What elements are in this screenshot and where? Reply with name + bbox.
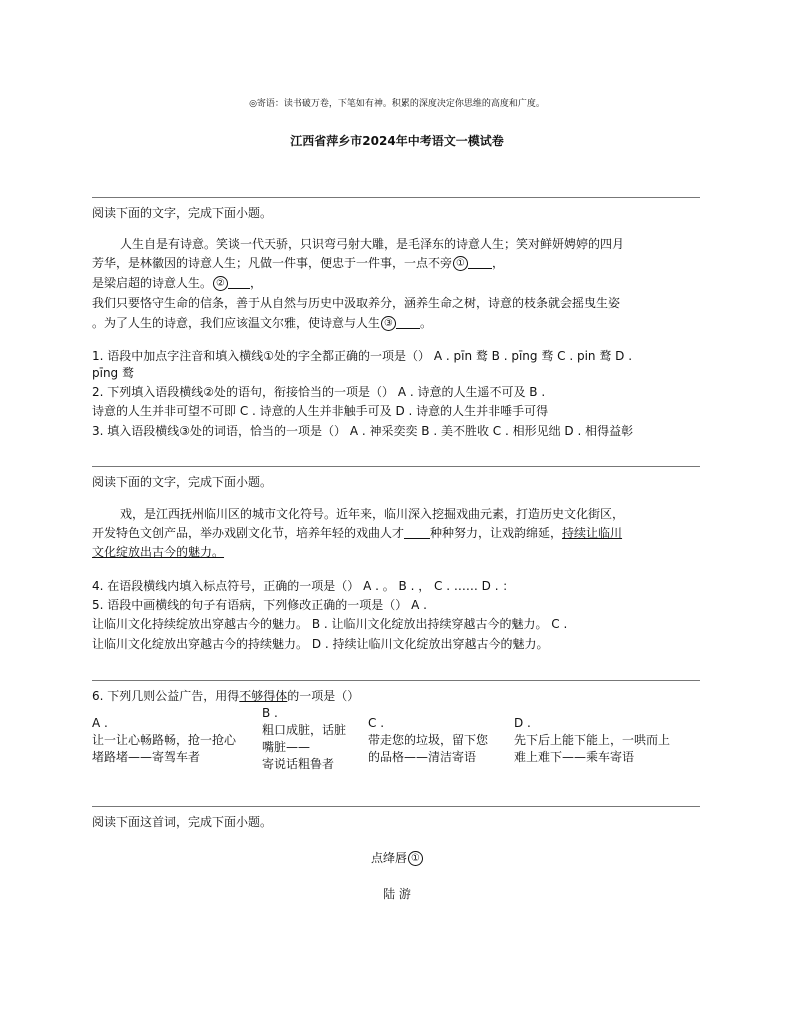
paragraph-line <box>92 523 622 543</box>
text: ， <box>250 276 263 290</box>
question-4: 4. 在语段横线内填入标点符号，正确的一项是（） A . 。 B . ， C . …… D . ： <box>92 579 515 593</box>
page-title: 江西省萍乡市2024年中考语文一模试卷 <box>290 134 504 148</box>
poem-title <box>0 848 794 868</box>
poem-title-text: 点绛唇 <box>370 851 407 865</box>
text: 种种努力，让戏韵绵延， <box>430 526 563 540</box>
blank-marker: ① <box>453 256 468 271</box>
text: 的一项是（） <box>287 689 360 703</box>
poem-author: 陆 游 <box>383 887 411 901</box>
question-3: 3. 填入语段横线③处的词语，恰当的一项是（） A . 神采奕奕 B . 美不胜收 C . 相形见绌 D . 相得益彰 <box>92 424 634 438</box>
footnote-marker: ① <box>408 851 423 866</box>
section-intro: 阅读下面的文字，完成下面小题。 <box>92 206 273 220</box>
option-b <box>262 705 346 773</box>
text: 芳华，是林徽因的诗意人生；凡做一件事，便忠于一件事，一点不旁 <box>92 256 453 270</box>
text: 是梁启超的诗意人生。 <box>92 276 213 290</box>
option-label: A . <box>92 716 108 730</box>
paragraph-line <box>92 273 262 293</box>
divider <box>92 806 700 807</box>
option-text: 让一让心畅路畅，抢一抢心 <box>92 733 237 747</box>
question-2: 2. 下列填入语段横线②处的语句，衔接恰当的一项是（） A . 诗意的人生遥不可及 B . <box>92 385 546 399</box>
fill-blank <box>396 316 420 329</box>
paragraph-line <box>92 313 432 333</box>
option-text: 难上难下——乘车寄语 <box>514 750 635 764</box>
fill-blank <box>468 256 492 269</box>
question-6 <box>92 686 359 706</box>
option-label: B . <box>262 706 278 720</box>
blank-marker: ③ <box>381 316 396 331</box>
fill-blank <box>404 526 430 539</box>
divider <box>92 466 700 467</box>
paragraph-line: 人生自是有诗意。笑谈一代天骄，只识弯弓射大雕，是毛泽东的诗意人生；笑对鲜妍娉婷的四月 <box>120 237 625 251</box>
paragraph-line: 我们只要恪守生命的信条，善于从自然与历史中汲取养分，涵养生命之树，诗意的枝条就会摇曳生姿 <box>92 296 621 310</box>
text: 开发特色文创产品，举办戏剧文化节，培养年轻的戏曲人才 <box>92 526 405 540</box>
underlined-sentence: 文化绽放出古今的魅力。 <box>92 545 225 559</box>
underlined-phrase: 不够得体 <box>239 689 288 703</box>
question-2-cont: 诗意的人生并非可望不可即 C . 诗意的人生并非触手可及 D . 诗意的人生并非唾手可得 <box>92 404 549 418</box>
blank-marker: ② <box>213 276 228 291</box>
text: ， <box>492 256 505 270</box>
section-intro: 阅读下面的文字，完成下面小题。 <box>92 475 273 489</box>
divider <box>92 680 700 681</box>
option-label: D . <box>514 716 531 730</box>
divider <box>92 197 700 198</box>
paragraph-line: 戏，是江西抚州临川区的城市文化符号。近年来，临川深入挖掘戏曲元素，打造历史文化街区， <box>120 507 625 521</box>
question-1: 1. 语段中加点字注音和填入横线①处的字全都正确的一项是（） A . pīn 鹜 B . pīng 骛 C . pin 鹜 D . <box>92 349 633 363</box>
option-text: 的品格——清洁寄语 <box>368 750 477 764</box>
option-d <box>514 715 670 766</box>
text: 。 <box>420 316 433 330</box>
text: 6. 下列几则公益广告，用得 <box>92 689 240 703</box>
option-text: 带走您的垃圾，留下您 <box>368 733 489 747</box>
paragraph-line <box>92 253 504 273</box>
fill-blank <box>228 276 250 289</box>
option-a <box>92 715 236 766</box>
option-text: 嘴脏—— <box>262 740 311 754</box>
option-text: 寄说话粗鲁者 <box>262 757 335 771</box>
option-text: 先下后上能下能上，一哄而上 <box>514 733 671 747</box>
question-5-cont: 让临川文化绽放出穿越古今的持续魅力。 D . 持续让临川文化绽放出穿越古今的魅力。 <box>92 637 549 651</box>
option-text: 粗口成脏，话脏 <box>262 723 347 737</box>
question-1-cont: pīng 鹜 <box>92 366 134 380</box>
option-text: 堵路堵——寄驾车者 <box>92 750 201 764</box>
underlined-sentence: 持续让临川 <box>562 526 623 540</box>
motto: ◎寄语：读书破万卷，下笔如有神。积累的深度决定你思维的高度和广度。 <box>249 99 545 109</box>
question-5: 5. 语段中画横线的句子有语病，下列修改正确的一项是（） A . <box>92 598 427 612</box>
option-label: C . <box>368 716 385 730</box>
question-5-cont: 让临川文化持续绽放出穿越古今的魅力。 B . 让临川文化绽放出持续穿越古今的魅力。 C . <box>92 617 568 631</box>
section-intro: 阅读下面这首词，完成下面小题。 <box>92 815 273 829</box>
text: 。为了人生的诗意，我们应该温文尔雅，使诗意与人生 <box>92 316 381 330</box>
option-c <box>368 715 488 766</box>
